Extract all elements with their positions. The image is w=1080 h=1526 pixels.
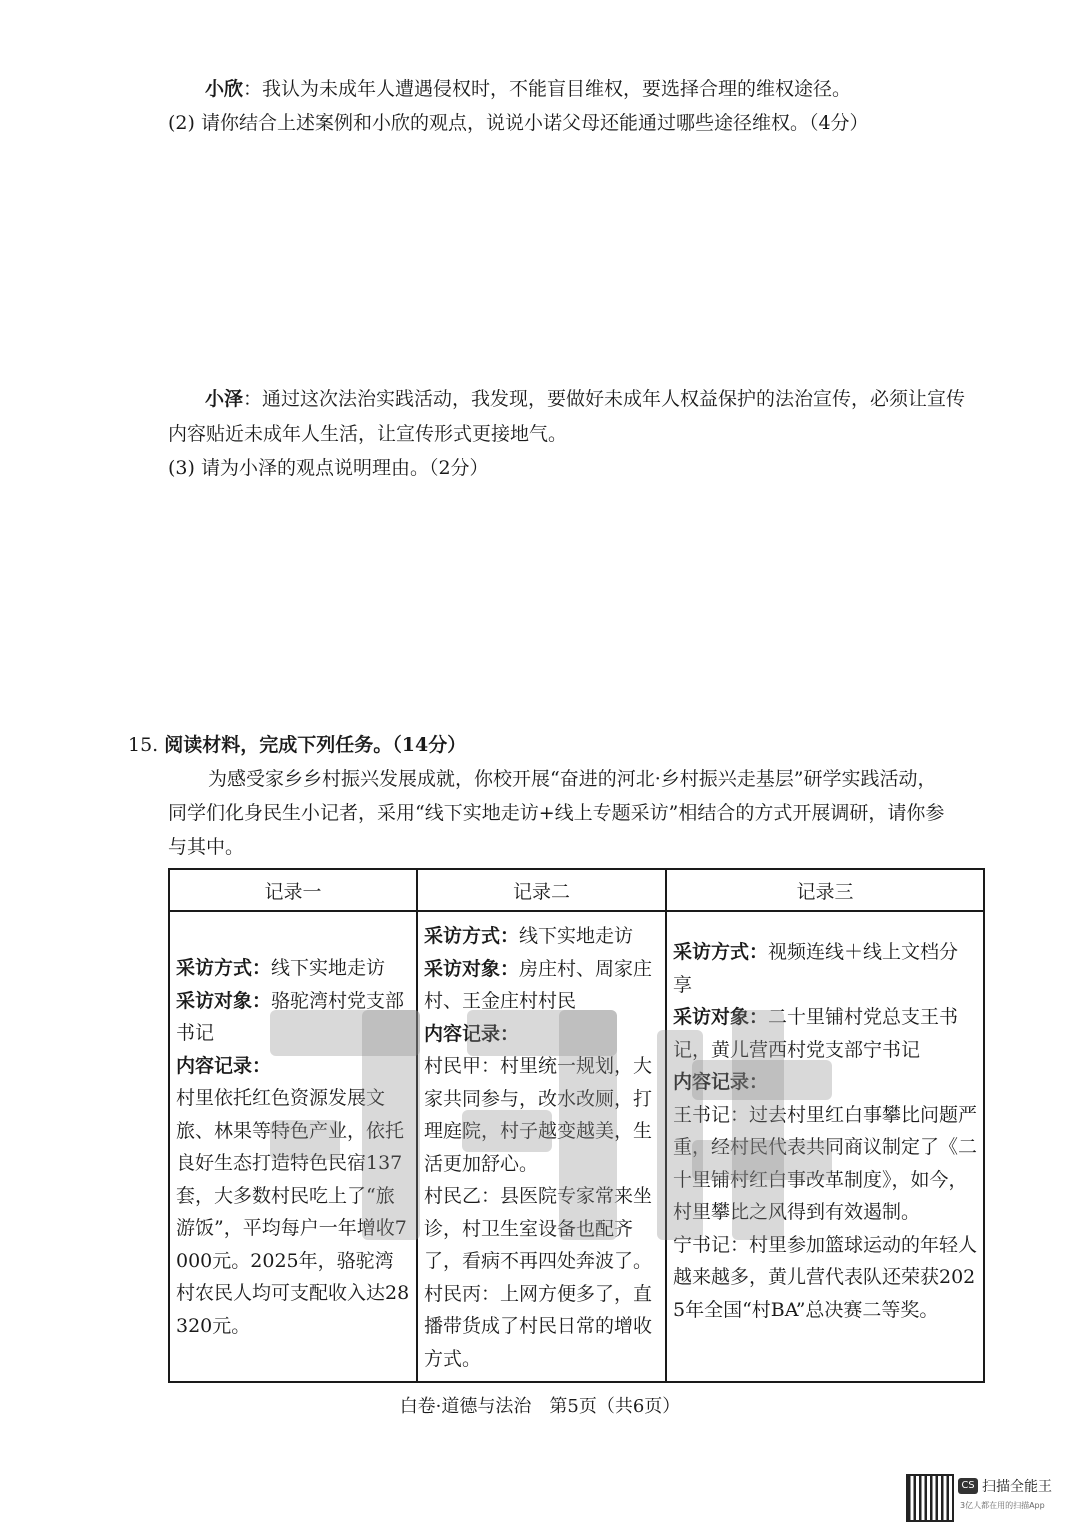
scanner-app-name: 扫描全能王 [982, 1479, 1052, 1495]
scanner-badge [906, 1474, 1066, 1520]
record-2-villager-b: 村民乙：县医院专家常来坐诊，村卫生室设备也配齐了，看病不再四处奔波了。 [424, 1185, 653, 1272]
object-label: 采访对象： [424, 957, 520, 980]
record-3-object: 二十里铺村党总支王书记，黄儿营西村党支部宁书记 [673, 1006, 959, 1061]
record-2-villager-c: 村民丙：上网方便多了，直播带货成了村民日常的增收方式。 [424, 1282, 653, 1370]
record-2-text [424, 920, 659, 1375]
record-3-method: 视频连线＋线上文档分享 [673, 941, 959, 996]
object-label: 采访对象： [176, 989, 272, 1012]
record-1-content: 村里依托红色资源发展文旅、林果等特色产业，依托良好生态打造特色民宿137套，大多数村民吃上了“旅游饭”，平均每户一年增收7 000元。2025年，骆驼湾村农民人均可支配收入达28 320元。 [176, 1087, 410, 1337]
table-header-row [169, 869, 984, 911]
record-3-secretary-ning: 宁书记：村里参加篮球运动的年轻人越来越多，黄儿营代表队还荣获2025年全国“村BA”总决赛二等奖。 [673, 1233, 978, 1321]
speaker-xiaoze: 小泽 [205, 388, 244, 410]
scanner-app-tagline: 3亿人都在用的扫描App [960, 1501, 1045, 1510]
record-1-object: 骆驼湾村党支部书记 [176, 989, 405, 1044]
question-2: (2) 请你结合上述案例和小欣的观点，说说小诺父母还能通过哪些途径维权。（4分） [168, 112, 869, 134]
record-2-object: 房庄村、周家庄村、王金庄村村民 [424, 957, 653, 1012]
method-label: 采访方式： [673, 941, 769, 963]
question-15-heading: 阅读材料，完成下列任务。（14分） [164, 734, 467, 756]
record-3-cell [666, 911, 984, 1382]
records-table [168, 868, 985, 1383]
content-label: 内容记录： [424, 1022, 520, 1045]
xiaoze-statement-line1 [205, 382, 965, 416]
header-record-1: 记录一 [169, 869, 417, 911]
record-1-text [176, 920, 410, 1342]
page-footer: 白卷·道德与法治 第5页（共6页） [399, 1396, 681, 1417]
intro-line-3: 与其中。 [168, 836, 245, 858]
question-3: (3) 请为小泽的观点说明理由。（2分） [168, 457, 489, 479]
intro-line-2: 同学们化身民生小记者，采用“线下实地走访+线上专题采访”相结合的方式开展调研，请你参 [168, 802, 945, 824]
xiaoze-statement-line2: 内容贴近未成年人生活，让宣传形式更接地气。 [168, 423, 568, 445]
record-2-villager-a: 村民甲：村里统一规划，大家共同参与，改水改厕，打理庭院，村子越变越美，生活更加舒心。 [424, 1055, 653, 1175]
question-15-number: 15. [128, 734, 159, 756]
xiaoze-text-1: ：通过这次法治实践活动，我发现，要做好未成年人权益保护的法治宣传，必须让宣传 [243, 388, 966, 410]
xiaoxin-text: ：我认为未成年人遭遇侵权时，不能盲目维权，要选择合理的维权途径。 [243, 78, 852, 100]
object-label: 采访对象： [673, 1006, 769, 1028]
record-1-cell [169, 911, 417, 1382]
qr-code-icon [906, 1474, 954, 1522]
method-label: 采访方式： [424, 925, 520, 947]
record-3-secretary-wang: 王书记：过去村里红白事攀比问题严重，经村民代表共同商议制定了《二十里铺村红白事改革制度》，如今，村里攀比之风得到有效遏制。 [673, 1103, 978, 1223]
record-2-cell [417, 911, 666, 1382]
record-3-text [673, 920, 977, 1326]
cs-logo-icon: CS [958, 1478, 978, 1494]
content-label: 内容记录： [176, 1054, 272, 1077]
method-label: 采访方式： [176, 957, 272, 979]
record-1-method: 线下实地走访 [271, 957, 386, 979]
header-record-3: 记录三 [666, 869, 984, 911]
table-row [169, 911, 984, 1382]
intro-line-1: 为感受家乡乡村振兴发展成就，你校开展“奋进的河北·乡村振兴走基层”研学实践活动， [208, 768, 937, 790]
header-record-2: 记录二 [417, 869, 666, 911]
speaker-xiaoxin: 小欣 [205, 78, 244, 100]
xiaoxin-statement [205, 72, 851, 106]
question-15-title [128, 728, 466, 762]
content-label: 内容记录： [673, 1071, 769, 1093]
record-2-method: 线下实地走访 [519, 925, 634, 947]
